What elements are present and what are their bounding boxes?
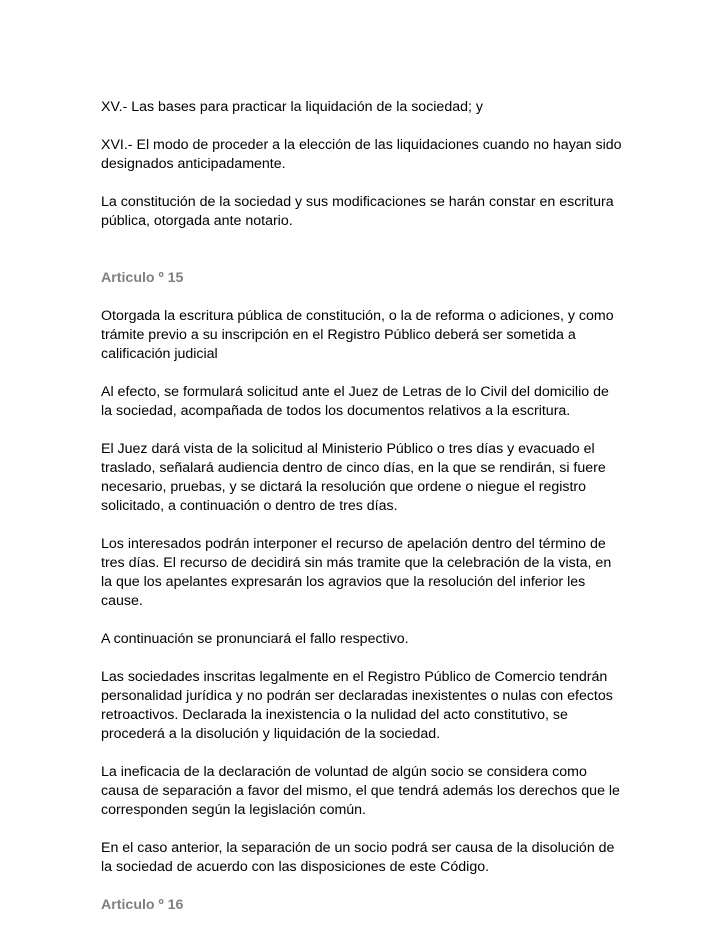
paragraph-xv: XV.- Las bases para practicar la liquidación de la sociedad; y — [101, 99, 483, 115]
paragraph-fallo: A continuación se pronunciará el fallo respectivo. — [101, 631, 409, 647]
paragraph-separacion-socio: En el caso anterior, la separación de un socio podrá ser causa de la disolución de la sociedad de acuerdo con las disposiciones de este Código. — [101, 840, 615, 875]
paragraph-xvi: XVI.- El modo de proceder a la elección de las liquidaciones cuando no hayan sido designados anticipadamente. — [101, 137, 622, 172]
paragraph-apelacion: Los interesados podrán interponer el recurso de apelación dentro del término de tres días. El recurso de decidirá sin más tramite que la celebración de la vista, en la que los apelantes expresarán los agravios que la resolución del inferior les cause. — [101, 536, 612, 609]
paragraph-personalidad-juridica: Las sociedades inscritas legalmente en el Registro Público de Comercio tendrán personalidad jurídica y no podrán ser declaradas inexistentes o nulas con efectos retroactivos. Declarada la inexistencia o la nulidad del acto constitutivo, se procederá a la disolución y liquidación de la sociedad. — [101, 669, 613, 742]
paragraph-calificacion-judicial: Otorgada la escritura pública de constitución, o la de reforma o adiciones, y como trámite previo a su inscripción en el Registro Público deberá ser sometida a calificación judicial — [101, 308, 614, 362]
article-15-heading: Articulo º 15 — [101, 270, 184, 286]
paragraph-juez-vista: El Juez dará vista de la solicitud al Ministerio Público o tres días y evacuado el traslado, señalará audiencia dentro de cinco días, en la que se rendirán, si fuere necesario, pruebas, y se dictará la resolución que ordene o niegue el registro solicitado, a continuación o dentro de tres días. — [101, 441, 606, 514]
paragraph-ineficacia: La ineficacia de la declaración de voluntad de algún socio se considera como causa de separación a favor del mismo, el que tendrá además los derechos que le corresponden según la legislación común. — [101, 764, 620, 818]
document-page — [101, 98, 631, 934]
paragraph-solicitud: Al efecto, se formulará solicitud ante el Juez de Letras de lo Civil del domicilio de la sociedad, acompañada de todos los documentos relativos a la escritura. — [101, 384, 609, 419]
paragraph-constitucion: La constitución de la sociedad y sus modificaciones se harán constar en escritura pública, otorgada ante notario. — [101, 194, 614, 229]
article-16-heading: Articulo º 16 — [101, 897, 184, 913]
